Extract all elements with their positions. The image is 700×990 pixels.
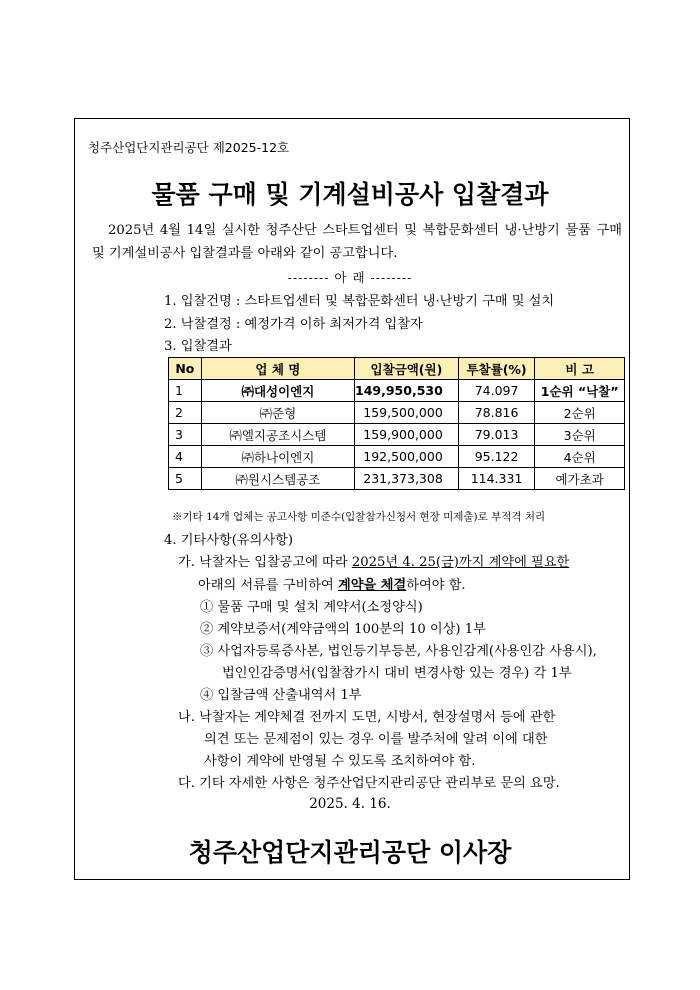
page-title: 물품 구매 및 기계설비공사 입찰결과: [151, 180, 549, 209]
intro-paragraph: 2025년 4월 14일 실시한 청주산단 스타트업센터 및 복합문화센터 냉·난방기 물품 구매 및 기계설비공사 입찰결과를 아래와 같이 공고합니다.: [92, 223, 622, 261]
cell-company: ㈜원시스템공조: [201, 468, 354, 490]
cell-no: 4: [169, 446, 202, 468]
doc-item: ③ 사업자등록증사본, 법인등기부등본, 사용인감계(사용인감 사용시),: [200, 644, 597, 659]
cell-no: 2: [169, 402, 202, 424]
cell-remarks: 1순위 “낙찰”: [535, 380, 625, 402]
cell-company: ㈜준형: [201, 402, 354, 424]
issuer-signature: 청주산업단지관리공단 이사장: [188, 838, 512, 867]
doc-item: 법인인감증명서(입찰참가시 대비 변경사항 있는 경우) 각 1부: [222, 666, 572, 681]
doc-item: ② 계약보증서(계약금액의 100분의 10 이상) 1부: [200, 622, 486, 637]
table-row: [169, 468, 625, 490]
section-divider: -------- 아 래 --------: [287, 270, 413, 285]
cell-rate: 74.097: [458, 380, 535, 402]
ga-line2-a: 아래의 서류를 구비하여: [198, 578, 334, 593]
cell-amount: 159,900,000: [355, 424, 459, 446]
table-row: [169, 446, 625, 468]
cell-company: ㈜하나이엔지: [201, 446, 354, 468]
cell-rate: 79.013: [458, 424, 535, 446]
cell-remarks: 4순위: [535, 446, 625, 468]
item-na-line: 의견 또는 문제점이 있는 경우 이를 발주처에 알려 이에 대한: [204, 732, 548, 747]
table-row: [169, 402, 625, 424]
table-row: [169, 424, 625, 446]
section-4-heading: 4. 기타사항(유의사항): [164, 533, 293, 548]
disqualification-note: ※기타 14개 업체는 공고사항 미준수(입찰참가신청서 현장 미제출)로 부적격 처리: [172, 511, 546, 523]
ga-line2-bold: 계약을 체결: [337, 578, 407, 593]
cell-no: 3: [169, 424, 202, 446]
header-rate: 투찰률(%): [458, 358, 535, 380]
ga-deadline: 2025년 4. 25(금)까지 계약에 필요한: [351, 555, 570, 570]
item-da: 다. 기타 자세한 사항은 청주산업단지관리공단 관리부로 문의 요망.: [178, 776, 560, 791]
item-na-line: 사항이 계약에 반영될 수 있도록 조치하여야 함.: [204, 754, 476, 769]
cell-amount: 231,373,308: [355, 468, 459, 490]
header-amount: 입찰금액(원): [355, 358, 459, 380]
cell-remarks: 2순위: [535, 402, 625, 424]
cell-rate: 95.122: [458, 446, 535, 468]
item-ga-line1: [178, 551, 569, 570]
item-1: 1. 입찰건명 : 스타트업센터 및 복합문화센터 냉·난방기 구매 및 설치: [164, 294, 555, 309]
item-na-line: 나. 낙찰자는 계약체결 전까지 도면, 시방서, 현장설명서 등에 관한: [178, 710, 556, 725]
header-company: 업 체 명: [201, 358, 354, 380]
cell-company: ㈜대성이엔지: [201, 380, 354, 402]
doc-item: ① 물품 구매 및 설치 계약서(소정양식): [200, 600, 423, 615]
cell-rate: 78.816: [458, 402, 535, 424]
ga-line2-b: 하여야 함.: [406, 578, 466, 593]
item-2: 2. 낙찰결정 : 예정가격 이하 최저가격 입찰자: [164, 317, 423, 332]
document-number: 청주산업단지관리공단 제2025-12호: [88, 140, 290, 155]
cell-no: 5: [169, 468, 202, 490]
cell-amount: 192,500,000: [355, 446, 459, 468]
header-no: No: [169, 358, 202, 380]
ga-prefix: 가. 낙찰자는 입찰공고에 따라: [178, 555, 348, 570]
item-3: 3. 입찰결과: [164, 339, 232, 354]
item-ga-line2: [198, 574, 466, 593]
cell-rate: 114.331: [458, 468, 535, 490]
cell-remarks: 3순위: [535, 424, 625, 446]
table-row: [169, 380, 625, 402]
cell-remarks: 예가초과: [535, 468, 625, 490]
cell-no: 1: [169, 380, 202, 402]
table-header-row: [169, 358, 625, 380]
doc-item: ④ 입찰금액 산출내역서 1부: [200, 688, 362, 703]
header-remarks: 비 고: [535, 358, 625, 380]
cell-amount: 159,500,000: [355, 402, 459, 424]
bid-results-table: [168, 357, 625, 490]
notice-date: 2025. 4. 16.: [309, 796, 391, 812]
cell-amount: 149,950,530: [355, 380, 459, 402]
cell-company: ㈜엘지공조시스템: [201, 424, 354, 446]
